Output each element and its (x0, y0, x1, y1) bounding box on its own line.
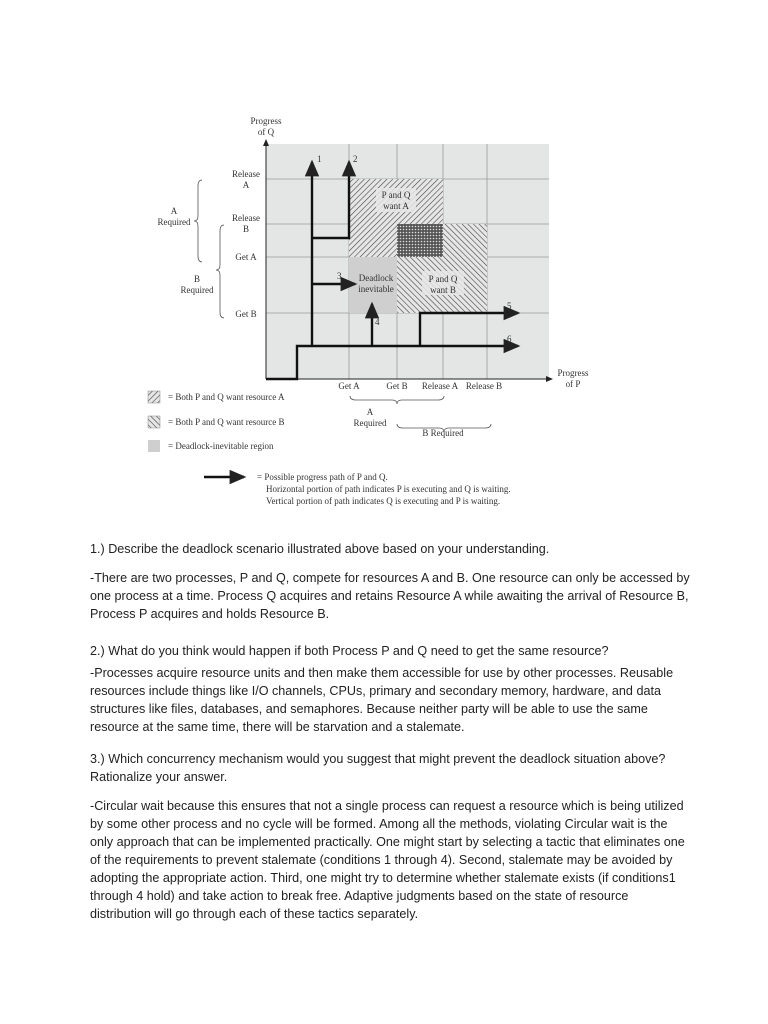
svg-text:Get A: Get A (235, 252, 257, 262)
svg-text:Get A: Get A (338, 381, 360, 391)
svg-text:ARequired: A Required (353, 407, 387, 428)
region-overlap (397, 224, 443, 257)
y-tick-labels (232, 169, 260, 319)
svg-text:5: 5 (507, 301, 512, 311)
question-2: 2.) What do you think would happen if both Process P and Q need to get the same resource? (90, 644, 609, 658)
y-axis-title: Progress of Q (250, 116, 282, 137)
answer-1: -There are two processes, P and Q, compete for resources A and B. One resource can only be accessed by one process at a time. Process Q acquires and retains Resource A while awaiting the arrival of Resource B, Process P acquires and holds Resource B. (90, 571, 690, 621)
svg-text:B Required: B Required (422, 428, 464, 438)
legend-swatch-b (148, 416, 160, 428)
svg-text:Release B: Release B (465, 381, 503, 391)
x-tick-labels (338, 381, 502, 391)
want-b-label: P and Q want B (428, 274, 458, 295)
svg-text:6: 6 (507, 334, 512, 344)
svg-text:= Possible progress path of P: = Possible progress path of P and Q. (257, 472, 388, 482)
svg-text:Release A: Release A (421, 381, 459, 391)
svg-text:ReleaseA: Release A (232, 169, 260, 190)
want-a-label: P and Q want A (381, 190, 411, 211)
x-axis-title: Progress of P (557, 368, 589, 389)
deadlock-label: Deadlock inevitable (358, 273, 394, 294)
svg-text:Horizontal portion of path ind: Horizontal portion of path indicates P is executing and Q is waiting. (266, 484, 511, 494)
legend-swatch-a (148, 391, 160, 403)
svg-text:Get B: Get B (235, 309, 257, 319)
svg-text:= Both P and Q want resource A: = Both P and Q want resource A (168, 392, 285, 402)
svg-text:ARequired: A Required (157, 206, 191, 227)
svg-text:Vertical portion of path indic: Vertical portion of path indicates Q is executing and P is waiting. (266, 496, 501, 506)
svg-text:3: 3 (337, 271, 342, 281)
question-3: 3.) Which concurrency mechanism would you suggest that might prevent the deadlock situation above? Rationalize your answer. (90, 752, 666, 784)
svg-text:= Both P and Q want resource B: = Both P and Q want resource B (168, 417, 285, 427)
svg-text:4: 4 (375, 317, 380, 327)
svg-text:BRequired: B Required (180, 274, 214, 295)
legend-swatch-deadlock (148, 440, 160, 452)
legend (148, 391, 511, 506)
question-1: 1.) Describe the deadlock scenario illustrated above based on your understanding. (90, 542, 550, 556)
svg-text:2: 2 (353, 154, 358, 164)
svg-text:Get B: Get B (386, 381, 408, 391)
svg-text:= Deadlock-inevitable region: = Deadlock-inevitable region (168, 441, 274, 451)
answer-2: -Processes acquire resource units and then make them accessible for use by other processes. Reusable resources include things like I/O channels, CPUs, primary and secondary memory, hardware, and data structures like files, databases, and semaphores. Because neither party will be able to use the same resource at the same time, there will be starvation and a stalemate. (90, 666, 674, 734)
svg-text:1: 1 (317, 154, 322, 164)
svg-text:ReleaseB: Release B (232, 213, 260, 234)
answer-3: -Circular wait because this ensures that not a single process can request a resource which is being utilized by some other process and no cycle will be formed. Among all the methods, violating Circular wait is the only approach that can be implemented practically. One might start by selecting a tactic that eliminates one of the requirements to prevent stalemate (conditions 1 through 4). Second, stalemate may be avoided by adopting the appropriate action. Third, one might try to determine whether stalemate exists (if conditions1 through 4 hold) and take action to break free. Adaptive judgments based on the state of resource distribution will go through each of these tactics separately. (90, 799, 685, 921)
